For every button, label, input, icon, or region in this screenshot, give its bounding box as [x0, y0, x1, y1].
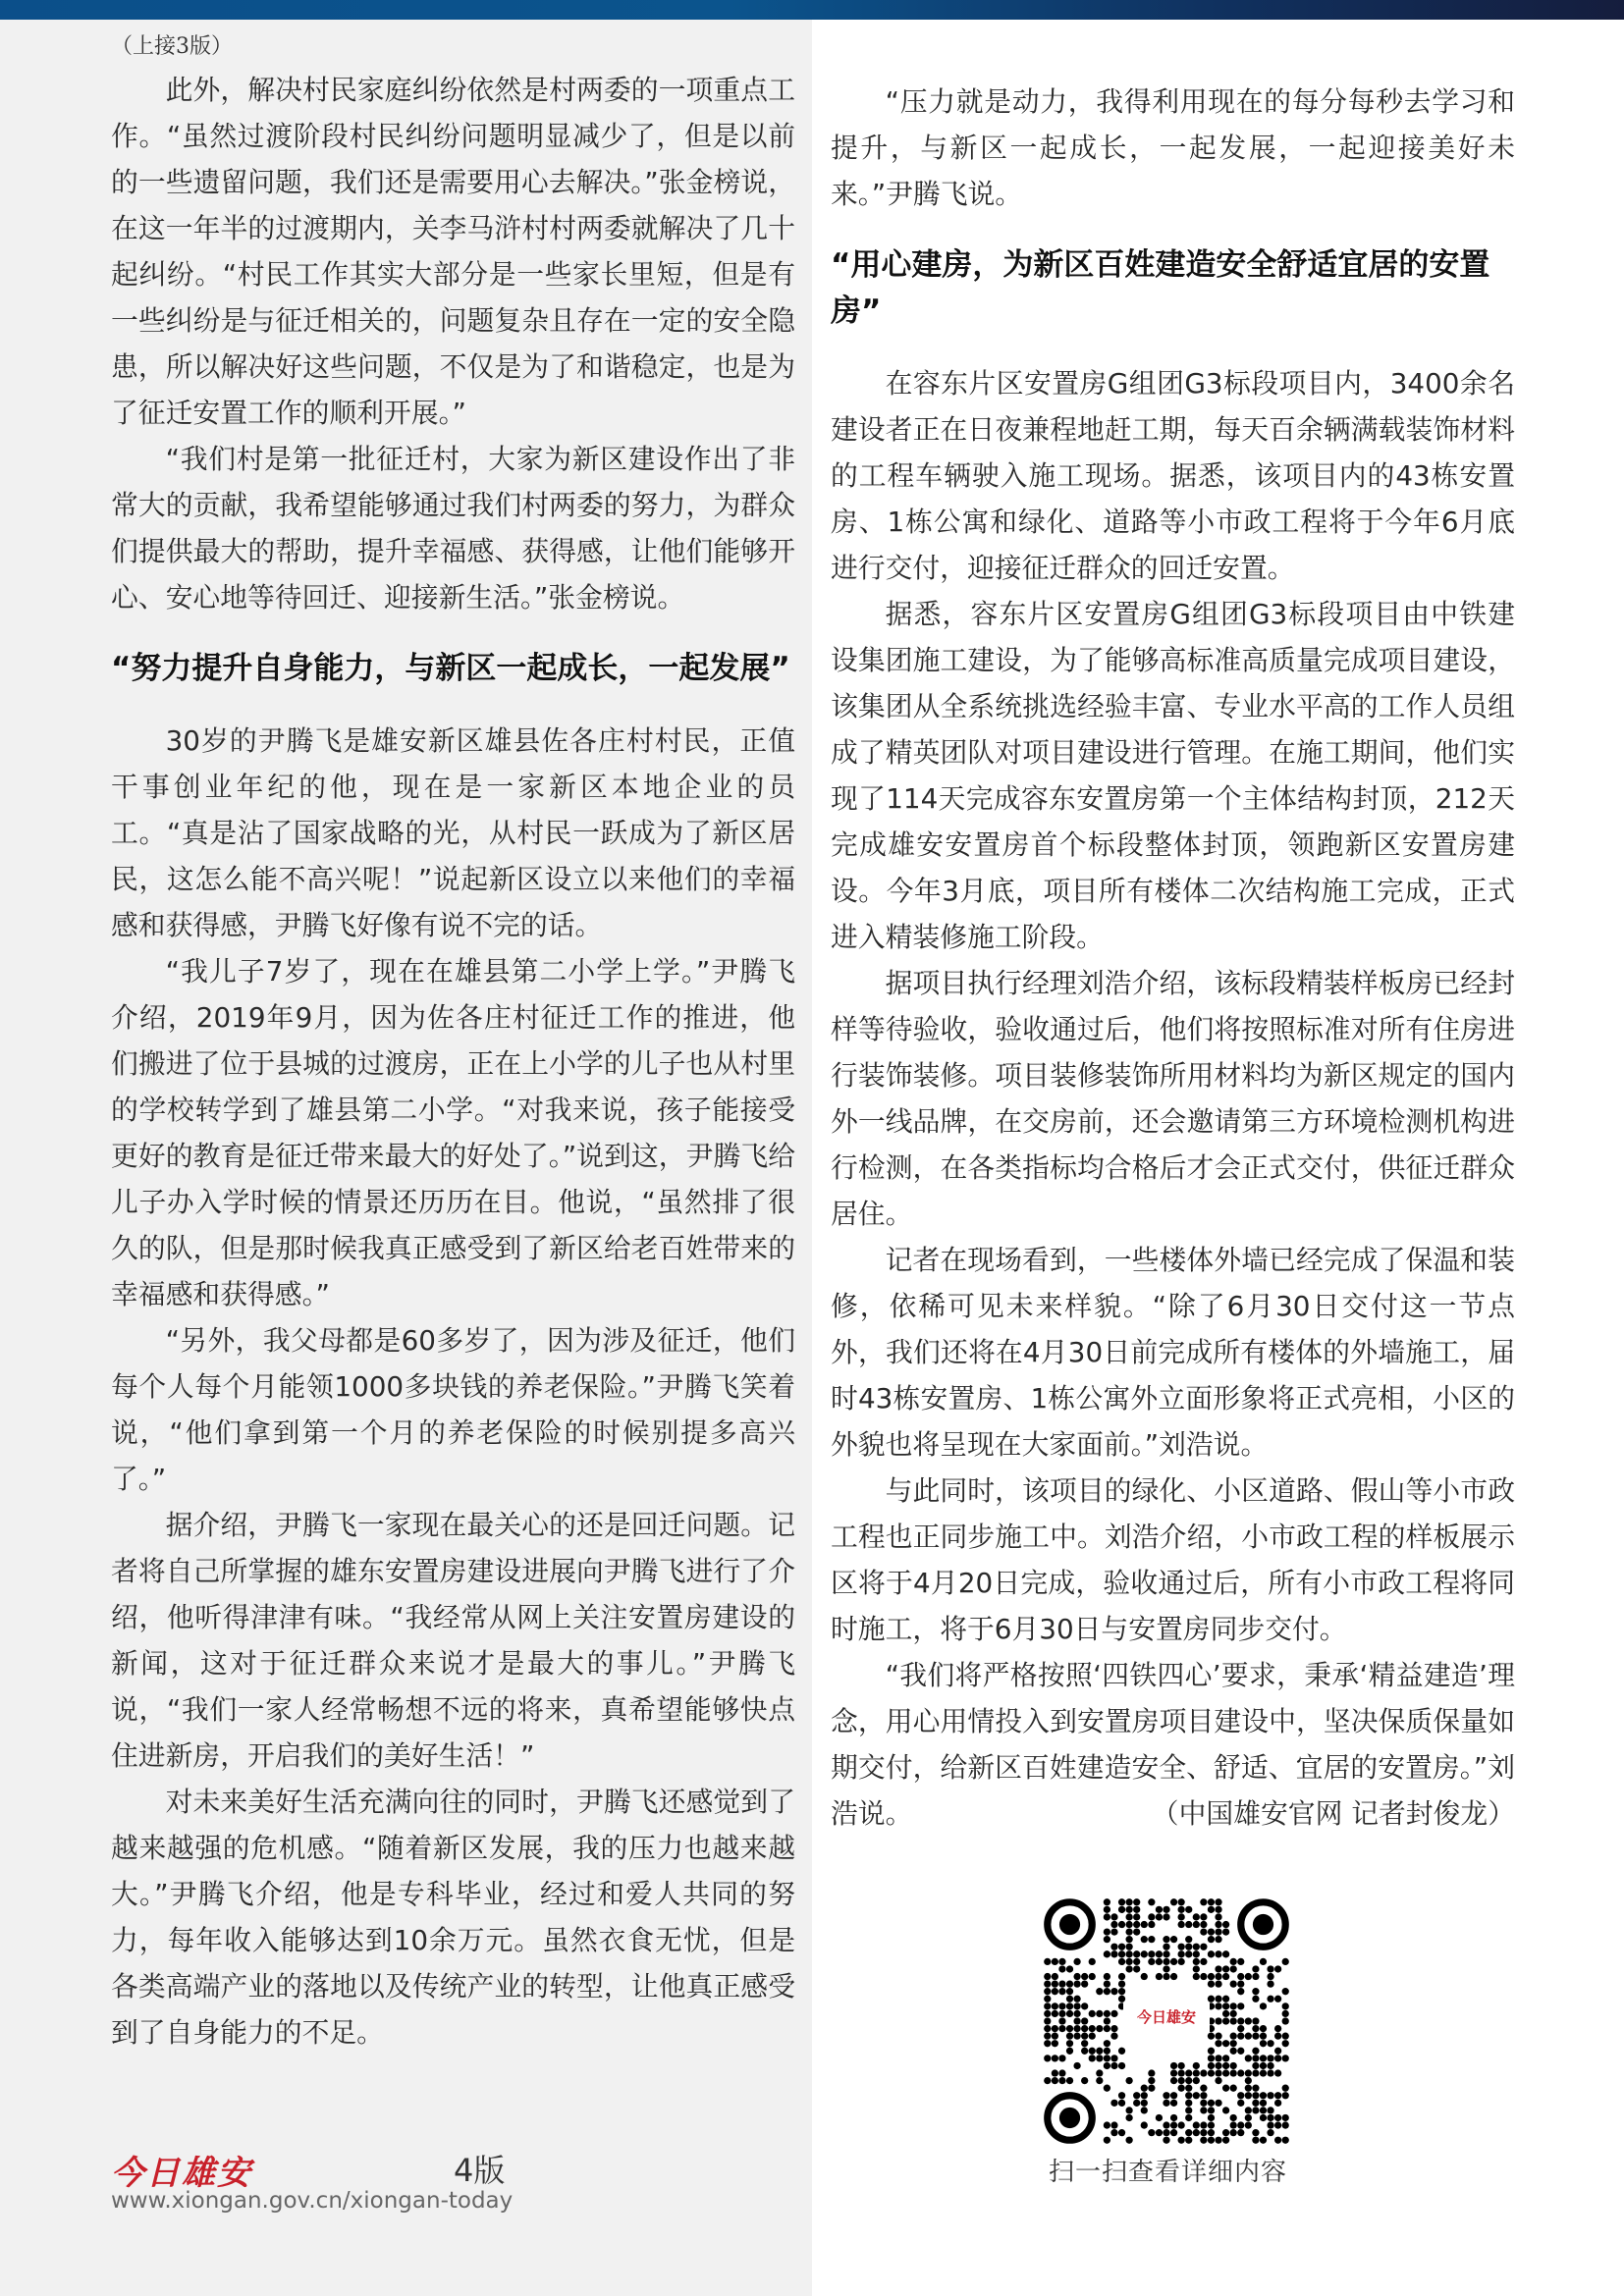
- top-banner-bar: [0, 0, 1624, 20]
- paragraph: 30岁的尹腾飞是雄安新区雄县佐各庄村村民，正值干事创业年纪的他，现在是一家新区本地企业的员工。“真是沾了国家战略的光，从村民一跃成为了新区居民，这怎么能不高兴呢！”说起新区设立以来他们的幸福感和获得感，尹腾飞好像有说不完的话。: [111, 724, 795, 941]
- right-column: [831, 79, 1515, 1837]
- paragraph: 记者在现场看到，一些楼体外墙已经完成了保温和装修，依稀可见未来样貌。“除了6月30日交付这一节点外，我们还将在4月30日前完成所有楼体的外墙施工，届时43栋安置房、1栋公寓外立面形象将正式亮相，小区的外貌也将呈现在大家面前。”刘浩说。: [831, 1244, 1515, 1461]
- qr-logo: 今日雄安: [1123, 2002, 1210, 2032]
- left-column: [111, 27, 795, 2056]
- paragraph: “压力就是动力，我得利用现在的每分每秒去学习和提升，与新区一起成长，一起发展，一起迎接美好未来。”尹腾飞说。: [831, 85, 1515, 210]
- paragraph: “我儿子7岁了，现在在雄县第二小学上学。”尹腾飞介绍，2019年9月，因为佐各庄村征迁工作的推进，他们搬进了位于县城的过渡房，正在上小学的儿子也从村里的学校转学到了雄县第二小学。“对我来说，孩子能接受更好的教育是征迁带来最大的好处了。”说到这，尹腾飞给儿子办入学时候的情景还历历在目。他说，“虽然排了很久的队，但是那时候我真正感受到了新区给老百姓带来的幸福感和获得感。”: [111, 955, 795, 1310]
- page-number: 4版: [454, 2152, 506, 2189]
- paragraph: “另外，我父母都是60多岁了，因为涉及征迁，他们每个人每个月能领1000多块钱的养老保险。”尹腾飞笑着说，“他们拿到第一个月的养老保险的时候别提多高兴了。”: [111, 1324, 795, 1495]
- footer-url[interactable]: www.xiongan.gov.cn/xiongan-today: [111, 2188, 514, 2214]
- paragraph: 与此同时，该项目的绿化、小区道路、假山等小市政工程也正同步施工中。刘浩介绍，小市政工程的样板展示区将于4月20日完成，验收通过后，所有小市政工程将同时施工，将于6月30日与安置房同步交付。: [831, 1474, 1515, 1645]
- paragraph: 据介绍，尹腾飞一家现在最关心的还是回迁问题。记者将自己所掌握的雄东安置房建设进展向尹腾飞进行了介绍，他听得津津有味。“我经常从网上关注安置房建设的新闻，这对于征迁群众来说才是最大的事儿。”尹腾飞说，“我们一家人经常畅想不远的将来，真希望能够快点住进新房，开启我们的美好生活！”: [111, 1509, 795, 1772]
- footer-logo: 今日雄安: [111, 2154, 252, 2193]
- paragraph: 此外，解决村民家庭纠纷依然是村两委的一项重点工作。“虽然过渡阶段村民纠纷问题明显减少了，但是以前的一些遗留问题，我们还是需要用心去解决。”张金榜说，在这一年半的过渡期内，关李马浒村村两委就解决了几十起纠纷。“村民工作其实大部分是一些家长里短，但是有一些纠纷是与征迁相关的，问题复杂且存在一定的安全隐患，所以解决好这些问题，不仅是为了和谐稳定，也是为了征迁安置工作的顺利开展。”: [111, 74, 795, 429]
- section-heading: “努力提升自身能力，与新区一起成长，一起发展”: [111, 651, 790, 686]
- paragraph: “我们将严格按照‘四铁四心’要求，秉承‘精益建造’理念，用心用情投入到安置房项目建设中，坚决保质保量如期交付，给新区百姓建造安全、舒适、宜居的安置房。”刘浩说。: [831, 1659, 1515, 1830]
- paragraph: 据项目执行经理刘浩介绍，该标段精装样板房已经封样等待验收，验收通过后，他们将按照标准对所有住房进行装饰装修。项目装修装饰所用材料均为新区规定的国内外一线品牌，在交房前，还会邀请第三方环境检测机构进行检测，在各类指标均合格后才会正式交付，供征迁群众居住。: [831, 967, 1515, 1230]
- qr-caption: 扫一扫查看详细内容: [1049, 2158, 1288, 2187]
- continued-note: （上接3版）: [111, 34, 233, 59]
- paragraph: “我们村是第一批征迁村，大家为新区建设作出了非常大的贡献，我希望能够通过我们村两委的努力，为群众们提供最大的帮助，提升幸福感、获得感，让他们能够开心、安心地等待回迁、迎接新生活。”张金榜说。: [111, 443, 795, 614]
- paragraph: 对未来美好生活充满向往的同时，尹腾飞还感觉到了越来越强的危机感。“随着新区发展，我的压力也越来越大。”尹腾飞介绍，他是专科毕业，经过和爱人共同的努力，每年收入能够达到10余万元。虽然衣食无忧，但是各类高端产业的落地以及传统产业的转型，让他真正感受到了自身能力的不足。: [111, 1786, 795, 2049]
- paragraph: 在容东片区安置房G组团G3标段项目内，3400余名建设者正在日夜兼程地赶工期，每天百余辆满载装饰材料的工程车辆驶入施工现场。据悉，该项目内的43栋安置房、1栋公寓和绿化、道路等小市政工程将于今年6月底进行交付，迎接征迁群众的回迁安置。: [831, 367, 1515, 584]
- paragraph: 据悉，容东片区安置房G组团G3标段项目由中铁建设集团施工建设，为了能够高标准高质量完成项目建设，该集团从全系统挑选经验丰富、专业水平高的工作人员组成了精英团队对项目建设进行管理。在施工期间，他们实现了114天完成容东安置房第一个主体结构封顶，212天完成雄安安置房首个标段整体封顶，领跑新区安置房建设。今年3月底，项目所有楼体二次结构施工完成，正式进入精装修施工阶段。: [831, 598, 1515, 953]
- byline: （中国雄安官网 记者封俊龙）: [1151, 1797, 1515, 1830]
- section-heading: “用心建房，为新区百姓建造安全舒适宜居的安置房”: [831, 247, 1490, 329]
